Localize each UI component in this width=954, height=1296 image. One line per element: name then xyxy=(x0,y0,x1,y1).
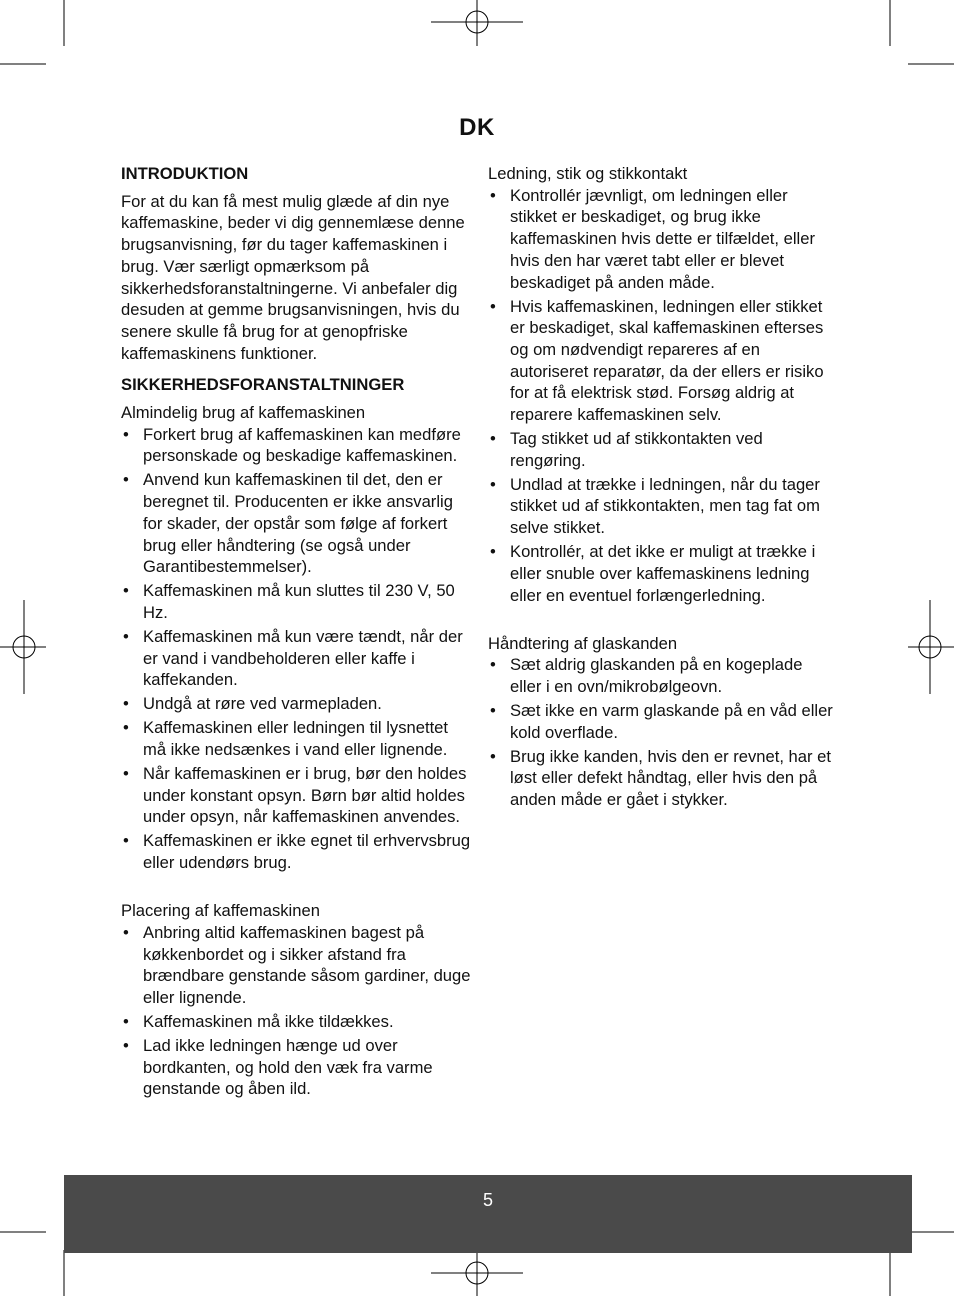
page-number: 5 xyxy=(482,1190,493,1210)
bullet-icon: • xyxy=(490,542,496,562)
bullet-icon: • xyxy=(123,581,129,601)
language-heading: DK xyxy=(459,114,495,141)
list-item: • Forkert brug af kaffemaskinen kan medføre personskade og beskadige kaffemaskinen. xyxy=(123,424,461,466)
registration-mark-bottom xyxy=(431,1250,523,1296)
list-item: • Anvend kun kaffemaskinen til det, den er beregnet til. Producenten er ikke ansvarlig for skader, der opstår som følge af forkert brug eller håndtering (se også under Garantibestemmelser). xyxy=(123,470,453,577)
bullet-icon: • xyxy=(490,429,496,449)
list-item: • Anbring altid kaffemaskinen bagest på køkkenbordet og i sikker afstand fra brændbare genstande såsom gardiner, duge eller lignende. xyxy=(123,922,471,1007)
list-item: • Kontrollér jævnligt, om ledningen eller stikket er beskadiget, og brug ikke kaffemaskinen hvis dette er tilfældet, eller hvis den har været tabt eller er blevet beskadiget på anden måde. xyxy=(490,185,815,292)
list-item: • Kaffemaskinen må kun sluttes til 230 V, 50 Hz. xyxy=(123,581,455,622)
intro-heading: INTRODUKTION xyxy=(121,164,249,183)
bullet-icon: • xyxy=(123,922,129,942)
page-footer xyxy=(64,1175,912,1253)
list-item: • Kaffemaskinen er ikke egnet til erhvervsbrug eller udendørs brug. xyxy=(123,831,471,873)
cord-list xyxy=(488,185,838,607)
placement-subheading: Placering af kaffemaskinen xyxy=(121,901,320,921)
list-item: • Undlad at trække i ledningen, når du tager stikket ud af stikkontakten, men tag fat om selve stikket. xyxy=(490,474,820,538)
list-item: • Sæt aldrig glaskanden på en kogeplade eller i en ovn/mikrobølgeovn. xyxy=(490,655,803,696)
bullet-icon: • xyxy=(490,700,496,720)
bullet-icon: • xyxy=(490,296,496,316)
bullet-icon: • xyxy=(123,1011,129,1031)
right-column xyxy=(488,163,838,813)
bullet-icon: • xyxy=(123,694,129,714)
list-item: • Sæt ikke en varm glaskande på en våd eller kold overflade. xyxy=(490,700,833,742)
bullet-icon: • xyxy=(123,1035,129,1055)
left-column xyxy=(121,163,471,1102)
intro-text: For at du kan få mest mulig glæde af din nye kaffemaskine, beder vi dig gennemlæse denne brugsanvisning, før du tager kaffemaskinen i brug. Vær særligt opmærksom på sikkerhedsforanstaltningerne. Vi anbefaler dig desuden at gemme brugsanvisningen, hvis du senere skulle få brug for at genopfriske kaffemaskinens funktioner. xyxy=(121,191,465,363)
carafe-subheading: Håndtering af glaskanden xyxy=(488,633,678,653)
list-item: • Når kaffemaskinen er i brug, bør den holdes under konstant opsyn. Børn bør altid holdes under opsyn, når kaffemaskinen anvendes. xyxy=(123,764,467,827)
cord-subheading: Ledning, stik og stikkontakt xyxy=(488,164,688,183)
bullet-icon: • xyxy=(123,424,129,444)
registration-mark-right xyxy=(908,600,954,694)
bullet-icon: • xyxy=(490,474,496,494)
list-item: • Tag stikket ud af stikkontakten ved rengøring. xyxy=(490,429,763,470)
list-item: • Kontrollér, at det ikke er muligt at trække i eller snuble over kaffemaskinens ledning eller en eventuel forlængerledning. xyxy=(490,542,816,605)
list-item: • Kaffemaskinen må kun være tændt, når der er vand i vandbeholderen eller kaffe i kaffekanden. xyxy=(123,626,463,690)
bullet-icon: • xyxy=(123,831,129,851)
list-item: • Hvis kaffemaskinen, ledningen eller stikket er beskadiget, skal kaffemaskinen efterses og om nødvendigt repareres af en autoriseret reparatør, da der ellers er risiko for at få elektrisk stød. Forsøg aldrig at reparere kaffemaskinen selv. xyxy=(490,296,824,425)
list-item: • Kaffemaskinen eller ledningen til lysnettet må ikke nedsænkes i vand eller lignende. xyxy=(123,718,449,760)
bullet-icon: • xyxy=(123,626,129,646)
carafe-list xyxy=(488,654,838,811)
bullet-icon: • xyxy=(490,655,496,675)
bullet-icon: • xyxy=(123,764,129,784)
registration-mark-left xyxy=(0,600,46,694)
list-item: • Lad ikke ledningen hænge ud over bordkanten, og hold den væk fra varme genstande og åben ild. xyxy=(123,1035,433,1099)
bullet-icon: • xyxy=(123,718,129,738)
general-use-subheading: Almindelig brug af kaffemaskinen xyxy=(121,403,366,423)
placement-list xyxy=(121,922,471,1100)
list-item: • Kaffemaskinen må ikke tildækkes. xyxy=(123,1011,394,1031)
list-item: • Undgå at røre ved varmepladen. xyxy=(123,694,382,714)
registration-mark-top xyxy=(431,0,523,46)
general-use-list xyxy=(121,424,471,874)
safety-heading: SIKKERHEDSFORANSTALTNINGER xyxy=(121,375,405,395)
bullet-icon: • xyxy=(490,185,496,205)
bullet-icon: • xyxy=(490,746,496,766)
list-item: • Brug ikke kanden, hvis den er revnet, har et løst eller defekt håndtag, eller hvis den på anden måde er gået i stykker. xyxy=(490,746,831,810)
bullet-icon: • xyxy=(123,470,129,490)
